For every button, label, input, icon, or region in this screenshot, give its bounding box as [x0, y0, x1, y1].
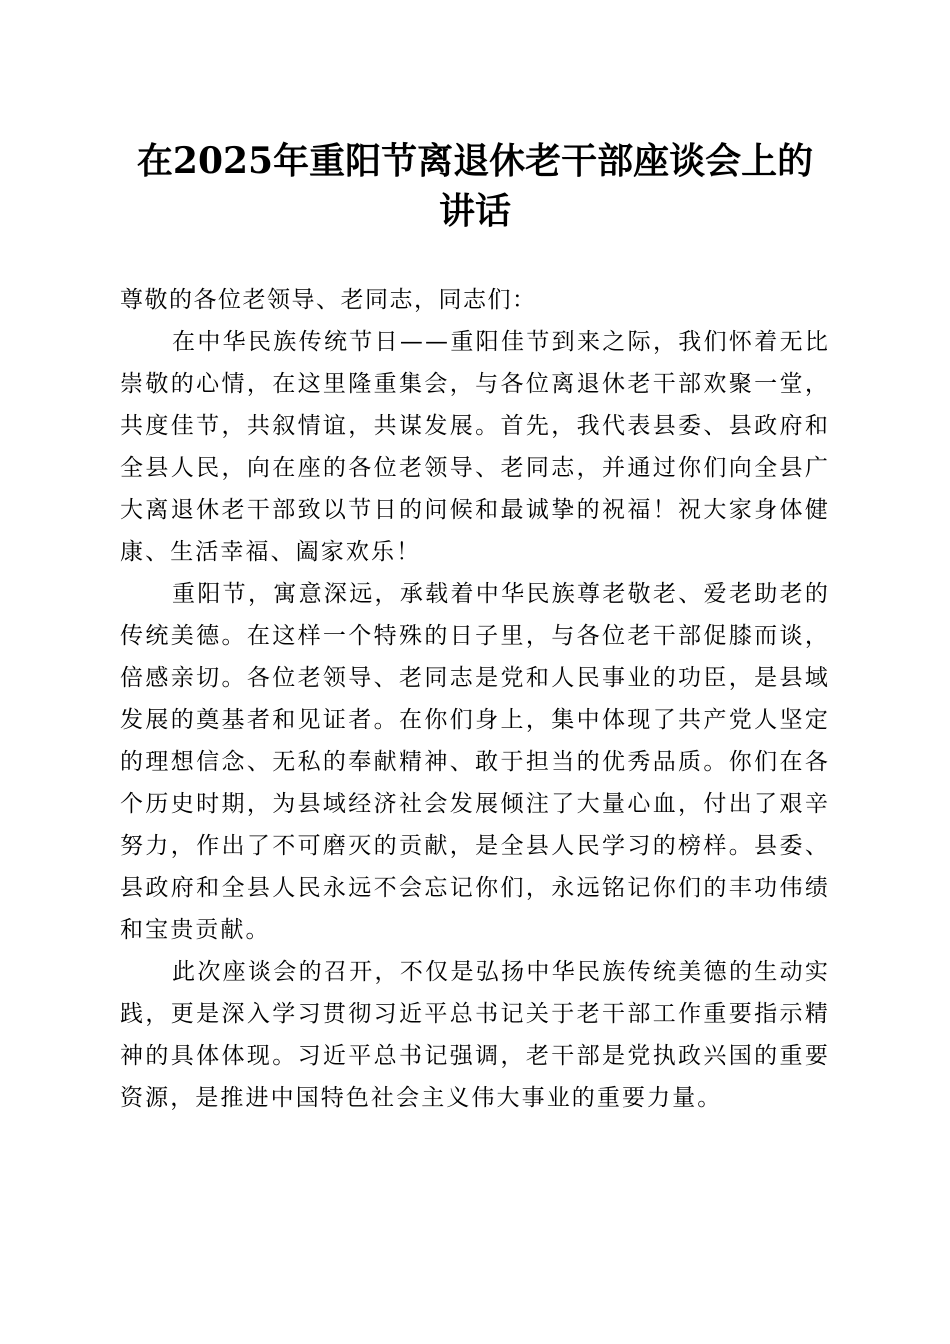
document-title: 在2025年重阳节离退休老干部座谈会上的讲话 [136, 140, 814, 232]
paragraph: 此次座谈会的召开，不仅是弘扬中华民族传统美德的生动实践，更是深入学习贯彻习近平总书记关于老干部工作重要指示精神的具体体现。习近平总书记强调，老干部是党执政兴国的重要资源，是推进中国特色社会主义伟大事业的重要力量。 [120, 959, 830, 1111]
paragraph: 在中华民族传统节日——重阳佳节到来之际，我们怀着无比崇敬的心情，在这里隆重集会，与各位离退休老干部欢聚一堂，共度佳节，共叙情谊，共谋发展。首先，我代表县委、县政府和全县人民，向在座的各位老领导、老同志，并通过你们向全县广大离退休老干部致以节日的问候和最诚挚的祝福！祝大家身体健康、生活幸福、阖家欢乐！ [120, 329, 830, 565]
paragraph: 重阳节，寓意深远，承载着中华民族尊老敬老、爱老助老的传统美德。在这样一个特殊的日子里，与各位老干部促膝而谈，倍感亲切。各位老领导、老同志是党和人民事业的功臣，是县域发展的奠基者和见证者。在你们身上，集中体现了共产党人坚定的理想信念、无私的奉献精神、敢于担当的优秀品质。你们在各个历史时期，为县域经济社会发展倾注了大量心血，付出了艰辛努力，作出了不可磨灭的贡献，是全县人民学习的榜样。县委、县政府和全县人民永远不会忘记你们，永远铭记你们的丰功伟绩和宝贵贡献。 [120, 581, 830, 943]
speech-body [120, 279, 830, 1119]
salutation: 尊敬的各位老领导、老同志，同志们： [120, 287, 537, 313]
